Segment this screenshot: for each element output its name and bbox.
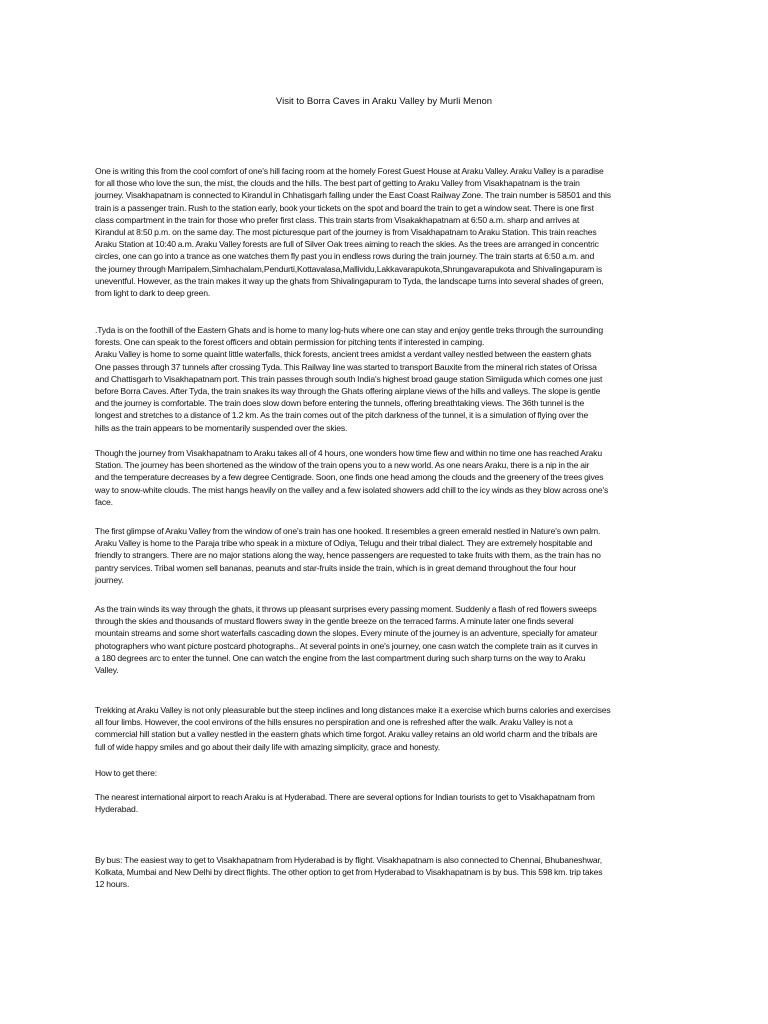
paragraph-nearest-airport: The nearest international airport to reach Araku is at Hyderabad. There are several options for Indian tourists to get to Visakhapatnam from Hyderabad.: [95, 792, 595, 815]
paragraph-tyda-tunnels: .Tyda is on the foothill of the Eastern Ghats and is home to many log-huts where one can stay and enjoy gentle treks through the surrounding forests. One can speak to the forest officers and obtain permission for pitching tents if interested in camping. Araku Valley is home to some quaint little waterfalls, thick forests, ancient trees amidst a verdant valley nestled between the eastern ghats One passes through 37 tunnels after crossing Tyda. This Railway line was started to transport Bauxite from the mineral rich states of Orissa and Chattisgarh to Visakhapatnam port. This train passes through south India's highest broad gauge station Simiiguda which comes one just before Borra Caves. After Tyda, the train snakes its way through the Ghats offering airplane views of the hills and valleys. The slope is gentle and the journey is comfortable. The train does slow down before entering the tunnels, offering breathtaking views. The 36th tunnel is the longest and stretches to a distance of 1.2 km. As the train comes out of the pitch darkness of the tunnel, it is a simulation of flying over the hills as the train appears to be momentarily suspended over the skies.: [95, 325, 603, 433]
document-title: Visit to Borra Caves in Araku Valley by Murli Menon: [275, 96, 493, 107]
paragraph-journey-time: Though the journey from Visakhapatnam to Araku takes all of 4 hours, one wonders how time flew and within no time one has reached Araku Station. The journey has been shortened as the window of the train opens you to a new world. As one nears Araku, there is a nip in the air and the temperature decreases by a few degree Centigrade. Soon, one finds one head among the clouds and the greenery of the trees gives way to snow-white clouds. The mist hangs heavily on the valley and a few isolated showers add chill to the icy winds as they blow across one's face.: [95, 448, 609, 507]
paragraph-first-glimpse: The first glimpse of Araku Valley from the window of one's train has one hooked. It resembles a green emerald nestled in Nature's own palm. Araku Valley is home to the Paraja tribe who speak in a mixture of Odiya, Telugu and their tribal dialect. They are extremely hospitable and friendly to strangers. There are no major stations along the way, hence passengers are requested to take fruits with them, as the train has no pantry services. Tribal women sell bananas, peanuts and star-fruits inside the train, which is in great demand throughout the four hour journey.: [95, 526, 601, 585]
paragraph-forest-guest-house: One is writing this from the cool comfort of one's hill facing room at the homely Forest Guest House at Araku Valley. Araku Valley is a paradise for all those who love the sun, the mist, the clouds and the hills. The best part of getting to Araku Valley from Visakhapatnam is the train journey. Visakhapatnam is connected to Kirandul in Chhatisgarh falling under the East Coast Railway Zone. The train number is 58501 and this train is a passenger train. Rush to the station early, book your tickets on the spot and board the train to get a window seat. There is one first class compartment in the train for those who prefer first class. This train starts from Visakakhapatnam at 6:50 a.m. sharp and arrives at Kirandul at 8:50 p.m. on the same day. The most picturesque part of the journey is from Visakhapatnam to Araku Station. This train reaches Araku Station at 10:40 a.m. Araku Valley forests are full of Silver Oak trees aiming to reach the skies. As the trees are arranged in concentric circles, one can go into a trance as one watches them fly past you in endless rows during the train journey. The train starts at 6:50 a.m. and the journey through Marripalem,Simhachalam,Pendurti,Kottavalasa,Mallividu,Lakkavarapukota,Shrungavarapukota and Shivalingapuram is uneventful. However, as the train makes it way up the ghats from Shivalingapuram to Tyda, the landscape turns into several shades of green, from light to dark to deep green.: [95, 166, 611, 299]
paragraph-ghats-surprises: As the train winds its way through the ghats, it throws up pleasant surprises every passing moment. Suddenly a flash of red flowers sweeps through the skies and thousands of mustard flowers sway in the gentle breeze on the terraced farms. A minute later one finds several mountain streams and some short waterfalls cascading down the slopes. Every minute of the journey is an adventure, specially for amateur photographers who want picture postcard photographs.. At several points in one's journey, one casn watch the complete train as it curves in a 180 degrees arc to enter the tunnel. One can watch the engine from the last compartment during such sharp turns on the way to Araku Valley.: [95, 604, 598, 676]
paragraph-by-bus: By bus: The easiest way to get to Visakhapatnam from Hyderabad is by flight. Visakhapatnam is also connected to Chennai, Bhubaneshwar, Kolkata, Mumbai and New Delhi by direct flights. The other option to get from Hyderabad to Visakhapatnam is by bus. This 598 km. trip takes 12 hours.: [95, 855, 603, 890]
section-heading-how-to-get-there: How to get there:: [95, 768, 157, 778]
paragraph-trekking: Trekking at Araku Valley is not only pleasurable but the steep inclines and long distances make it a exercise which burns calories and exercises all four limbs. However, the cool environs of the hills ensures no perspiration and one is refreshed after the walk. Araku Valley is not a commercial hill station but a valley nestled in the eastern ghats which time forgot. Araku valley retains an old world charm and the tribals are full of wide happy smiles and go about their daily life with amazing simplicity, grace and honesty.: [95, 705, 611, 752]
